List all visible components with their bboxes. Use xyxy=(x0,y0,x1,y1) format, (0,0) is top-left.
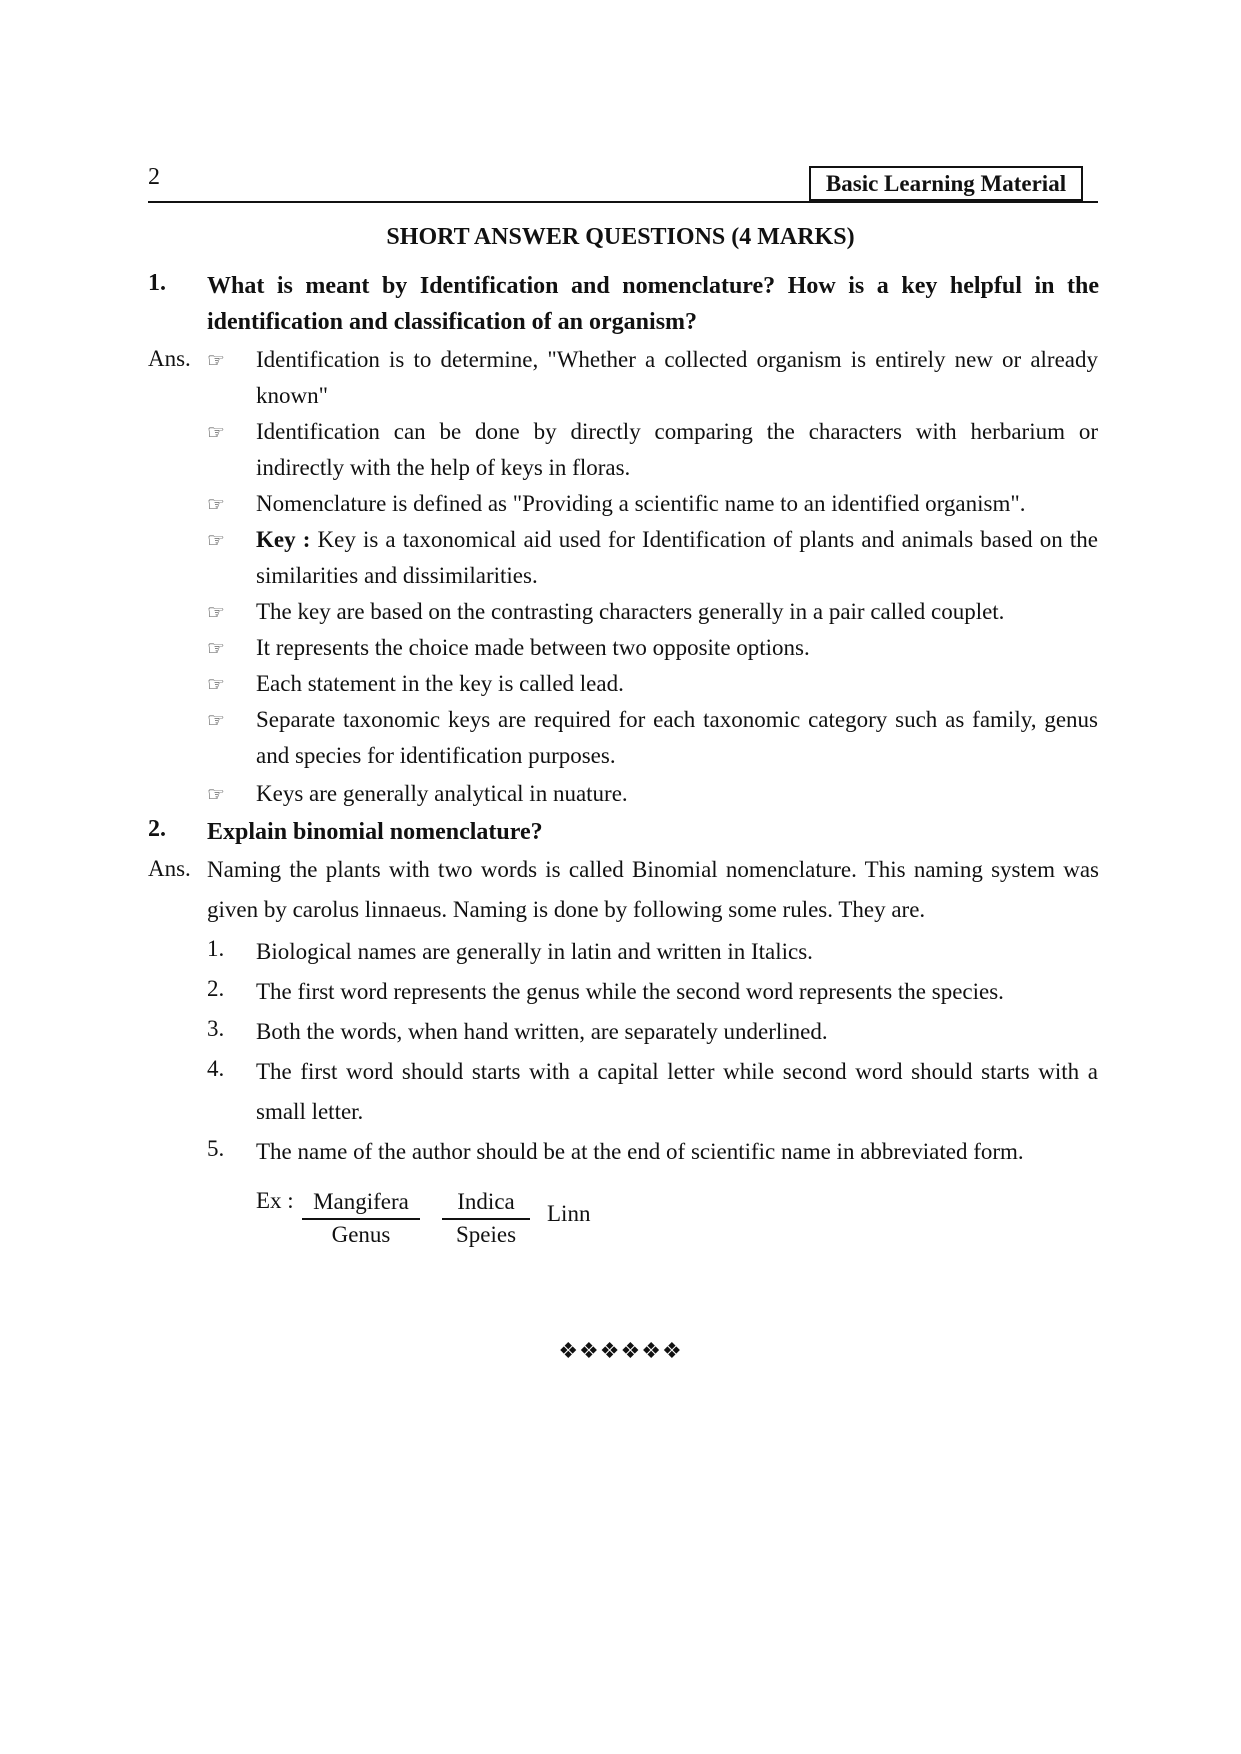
rule-4-number: 4. xyxy=(207,1056,225,1081)
pointing-hand-icon: ☞ xyxy=(207,422,225,444)
answer-2-intro: Naming the plants with two words is called Binomial nomenclature. This naming system was given by carolus linnaeus. Naming is done by following some rules. They are. xyxy=(207,857,1099,922)
genus-label: Genus xyxy=(331,1222,391,1247)
species-label: Speies xyxy=(455,1222,517,1247)
rule-2-number: 2. xyxy=(207,976,225,1001)
rule-1-number: 1. xyxy=(207,936,225,961)
rule-2-text: The first word represents the genus while the second word represents the species. xyxy=(256,979,1004,1004)
pointing-hand-icon: ☞ xyxy=(207,784,225,806)
pointing-hand-icon: ☞ xyxy=(207,638,225,660)
key-term: Key : xyxy=(256,527,311,552)
answer-1-bullet-5: The key are based on the contrasting characters generally in a pair called couplet. xyxy=(256,599,1005,624)
rule-1-text: Biological names are generally in latin and written in Italics. xyxy=(256,939,813,964)
key-definition: Key is a taxonomical aid used for Identification of plants and animals based on the similarities and dissimilarities. xyxy=(256,527,1098,588)
answer-1-label: Ans. xyxy=(148,346,191,371)
question-2-text: Explain binomial nomenclature? xyxy=(207,819,543,845)
rule-3-number: 3. xyxy=(207,1016,225,1041)
answer-1-bullet-3: Nomenclature is defined as "Providing a scientific name to an identified organism". xyxy=(256,491,1026,516)
pointing-hand-icon: ☞ xyxy=(207,710,225,732)
answer-1-bullet-2: Identification can be done by directly comparing the characters with herbarium or indirectly with the help of keys in floras. xyxy=(256,419,1098,480)
pointing-hand-icon: ☞ xyxy=(207,350,225,372)
answer-1-bullet-9: Keys are generally analytical in nuature. xyxy=(256,781,628,806)
section-title: SHORT ANSWER QUESTIONS (4 MARKS) xyxy=(386,224,855,250)
species-name: Indica xyxy=(442,1187,530,1220)
header-title-box: Basic Learning Material xyxy=(809,166,1083,201)
pointing-hand-icon: ☞ xyxy=(207,674,225,696)
rule-3-text: Both the words, when hand written, are separately underlined. xyxy=(256,1019,828,1044)
header-rule xyxy=(148,201,1098,203)
pointing-hand-icon: ☞ xyxy=(207,602,225,624)
rule-5-number: 5. xyxy=(207,1136,225,1161)
genus-name: Mangifera xyxy=(302,1187,420,1220)
answer-1-bullet-1: Identification is to determine, "Whether a collected organism is entirely new or already known" xyxy=(256,347,1098,408)
pointing-hand-icon: ☞ xyxy=(207,494,225,516)
end-ornament: ❖❖❖❖❖❖ xyxy=(558,1338,683,1363)
species-fraction xyxy=(442,1187,530,1250)
page-number: 2 xyxy=(148,164,160,190)
example-label: Ex : xyxy=(256,1188,294,1213)
question-1-text: What is meant by Identification and nomenclature? How is a key helpful in the identification and classification of an organism? xyxy=(207,273,1099,335)
rule-5-text: The name of the author should be at the end of scientific name in abbreviated form. xyxy=(256,1139,1024,1164)
answer-1-bullet-8: Separate taxonomic keys are required for each taxonomic category such as family, genus and species for identification purposes. xyxy=(256,707,1098,768)
genus-fraction xyxy=(302,1187,420,1250)
pointing-hand-icon: ☞ xyxy=(207,530,225,552)
answer-1-bullet-4 xyxy=(256,522,1098,594)
answer-1-bullet-7: Each statement in the key is called lead. xyxy=(256,671,624,696)
answer-2-label: Ans. xyxy=(148,856,191,881)
author-abbreviation: Linn xyxy=(547,1201,591,1226)
rule-4-text: The first word should starts with a capital letter while second word should starts with a small letter. xyxy=(256,1059,1098,1124)
question-1-number: 1. xyxy=(148,270,166,296)
question-2-number: 2. xyxy=(148,816,166,842)
answer-1-bullet-6: It represents the choice made between two opposite options. xyxy=(256,635,810,660)
